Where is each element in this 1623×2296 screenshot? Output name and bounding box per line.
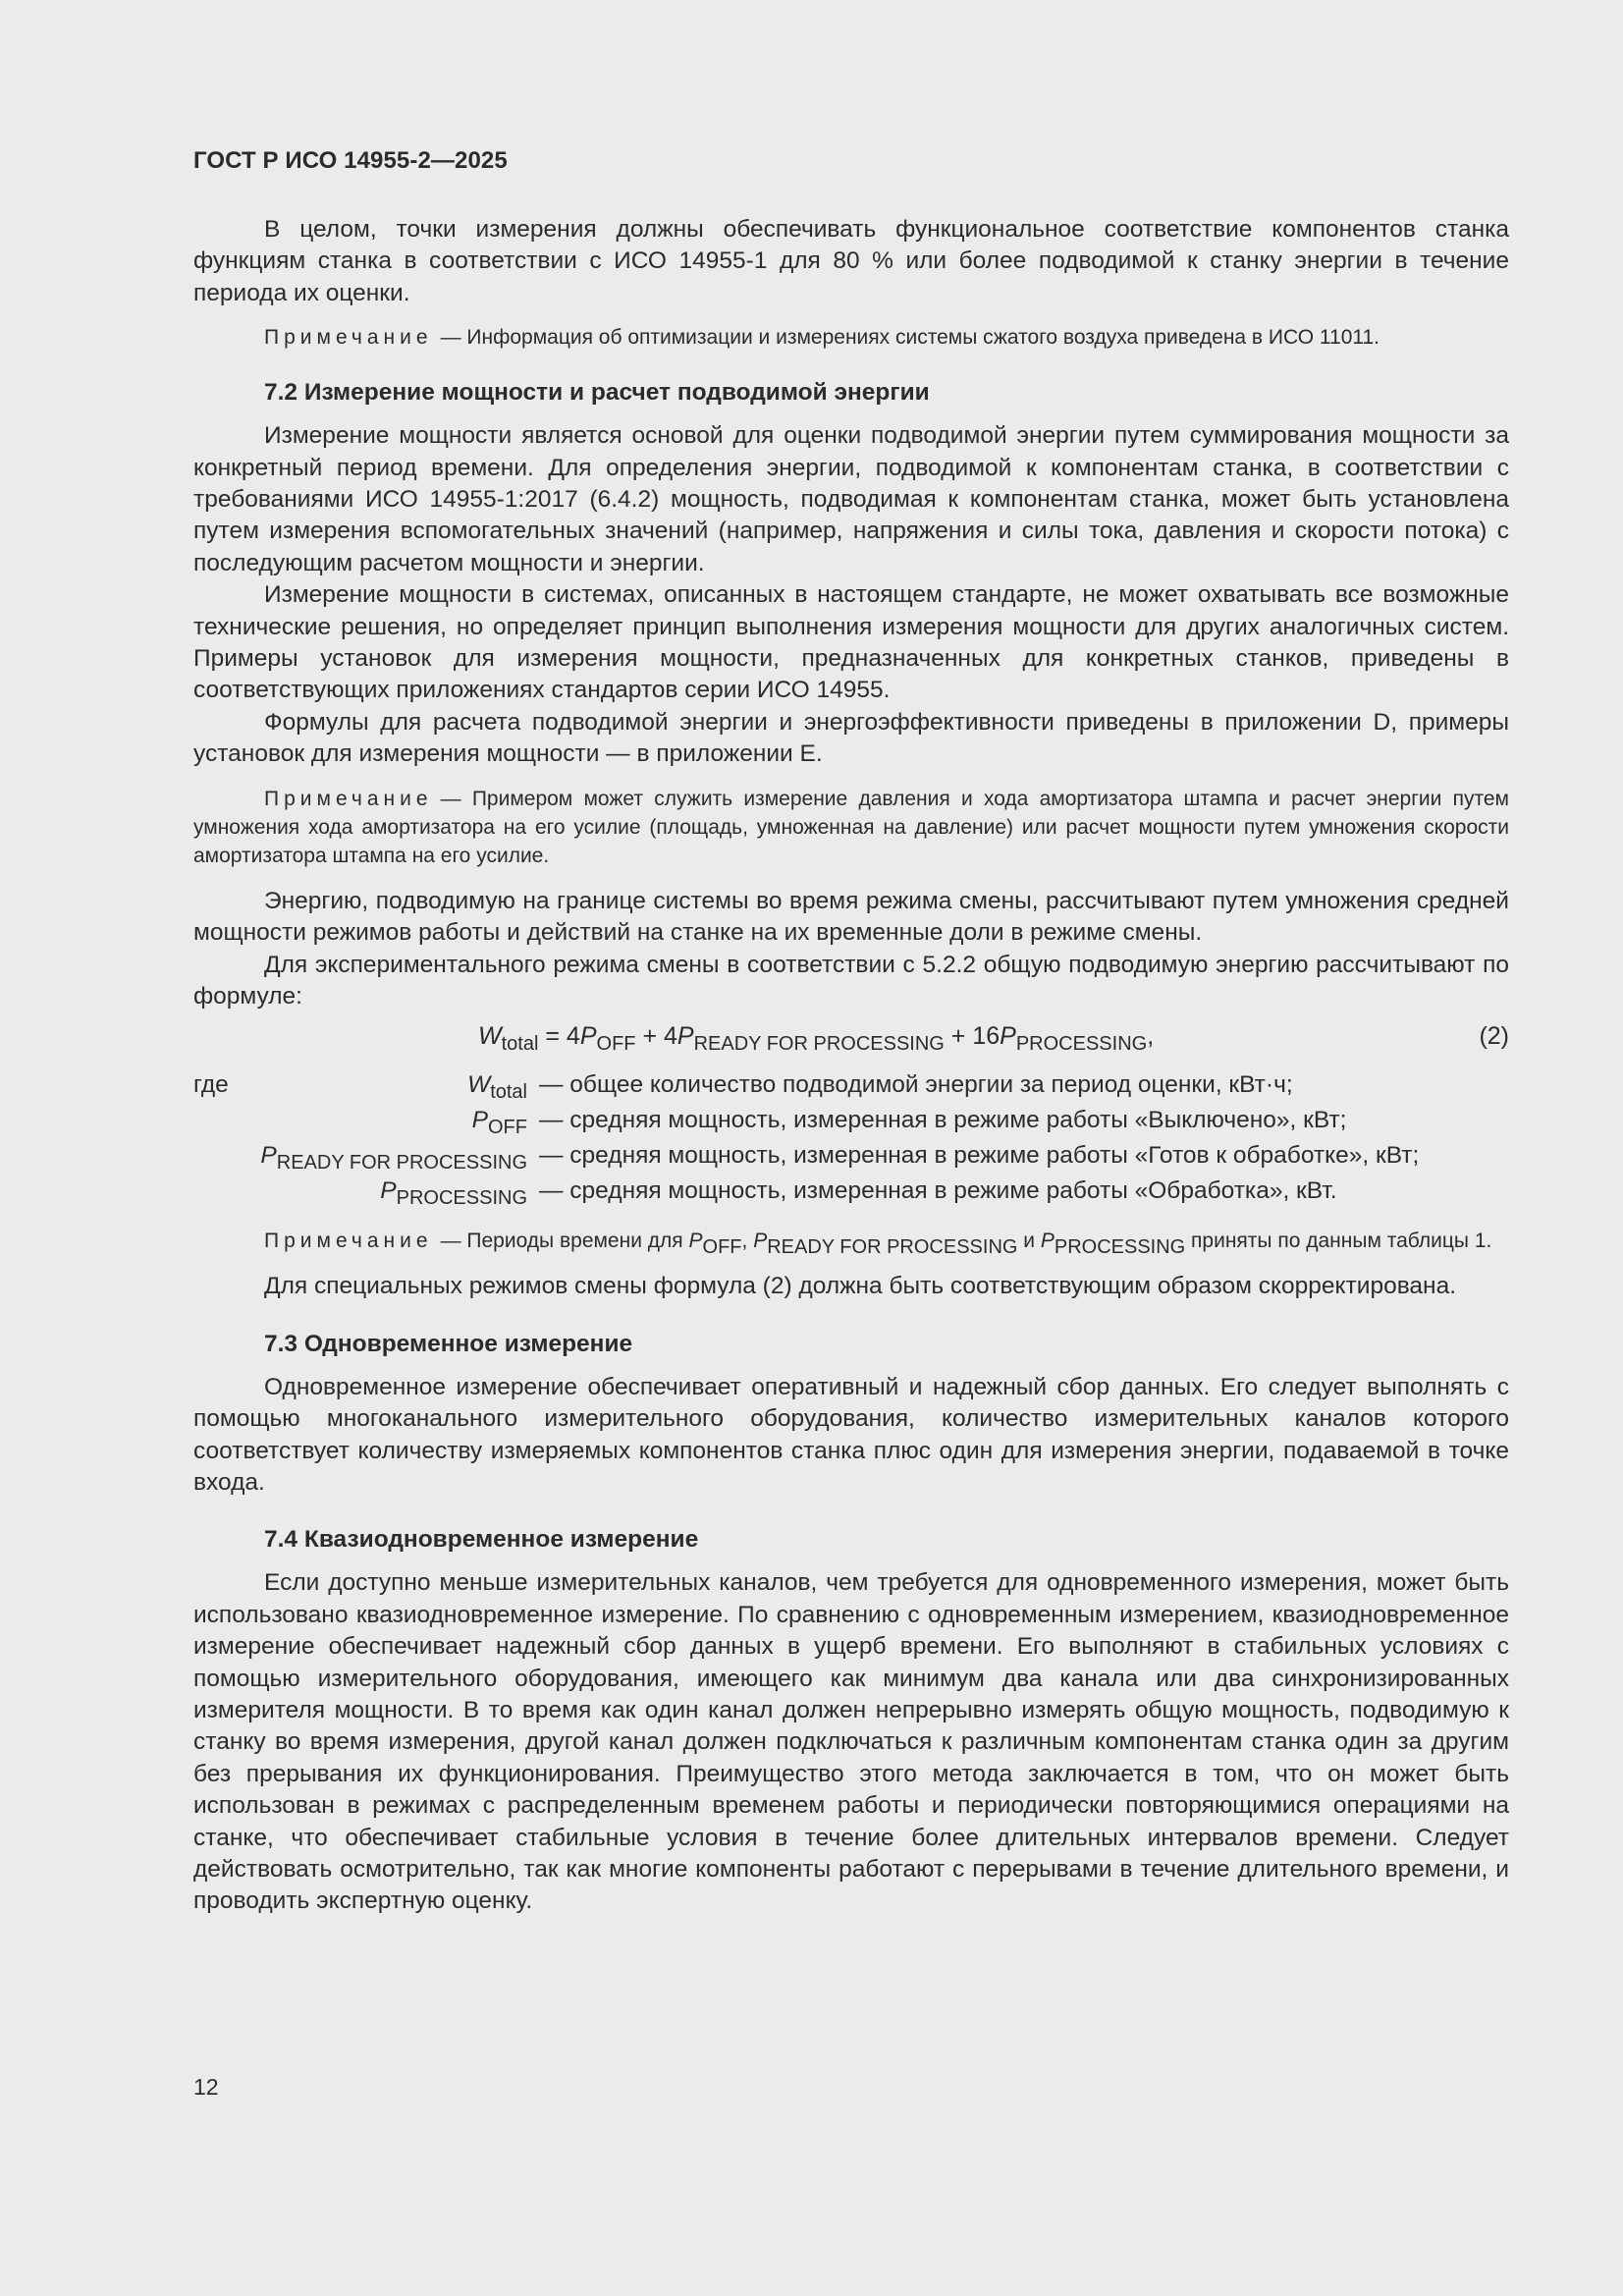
page-number: 12 [193,2074,219,2100]
paragraph-1: В целом, точки измерения должны обеспечивать функциональное соответствие компонентов станка функциям станка в соответствии с ИСО 14955-1 для 80 % или более подводимой к станку энергии в течение периода их оценки. [193,216,1509,306]
note-3: Примечание — Периоды времени для $P_{OFF}$, $P_{READY FOR PROCESSING}$ и $P_{PROCESSING}$ приняты по данным таблицы 1. [264,1230,1492,1259]
document-page [193,147,1509,1918]
legend-row [193,1142,1509,1177]
legend-row [193,1107,1509,1142]
note-label: Примечание [264,1230,433,1253]
note-2: Примечание — Примером может служить измерение давления и хода амортизатора штампа и расчет энергии путем умножения хода амортизатора на его усилие (площадь, умноженная на давление) или расчет мощности путем умножения скорости амортизатора штампа на его усилие. [193,787,1509,867]
note-label: Примечание [264,326,433,350]
note-label: Примечание [264,787,433,810]
paragraph-8: Одновременное измерение обеспечивает оперативный и надежный сбор данных. Его следует выполнять с помощью многоканального измерительного оборудования, количество измерительных каналов которого соответствует количеству измеряемых компонентов станка плюс один для измерения энергии, подаваемой в точке входа. [193,1373,1509,1496]
formula-legend [193,1071,1509,1213]
paragraph-6: Для экспериментального режима смены в соответствии с 5.2.2 общую подводимую энергию рассчитывают по формуле: [193,951,1509,1010]
paragraph-4: Формулы для расчета подводимой энергии и энергоэффективности приведены в приложении D, примеры установок для измерения мощности — в приложении Е. [193,708,1509,768]
paragraph-9: Если доступно меньше измерительных каналов, чем требуется для одновременного измерения, может быть использовано квазиодновременное измерение. По сравнению с одновременным измерением, квазиодновременное измерение обеспечивает надежный сбор данных в ущерб времени. Его выполняют в стабильных условиях с помощью измерительного оборудования, имеющего как минимум два канала или два синхронизированных измерителя мощности. В то время как один канал должен непрерывно измерять общую мощность, подводимую к станку во время измерения, другой канал должен подключаться к различным компонентам станка один за другим без прерывания их функционирования. Преимущество этого метода заключается в том, что он может быть использован в режимах с распределенным временем работы и периодически повторяющимися операциями на станке, что обеспечивает стабильные условия в течение более длительных интервалов времени. Следует действовать осмотрительно, так как многие компоненты работают с перерывами в течение длительного времени, и проводить экспертную оценку. [193,1569,1509,1915]
where-word: где [193,1071,229,1099]
legend-description: — средняя мощность, измеренная в режиме работы «Обработка», кВт. [539,1177,1337,1205]
section-heading-7-4: 7.4 Квазиодновременное измерение [264,1526,699,1554]
formula-expression: $W_{total} = 4P_{OFF} + 4P_{READY FOR PROCESSING} + 16P_{PROCESSING}$, [478,1022,1155,1056]
section-heading-7-2: 7.2 Измерение мощности и расчет подводимой энергии [264,379,930,407]
legend-symbol: $W_{total}$ [467,1071,527,1104]
paragraph-5: Энергию, подводимую на границе системы во время режима смены, рассчитывают путем умножения средней мощности режимов работы и действий на станке на их временные доли в режиме смены. [193,887,1509,947]
legend-row [193,1177,1509,1213]
legend-symbol: $P_{OFF}$ [471,1107,527,1139]
paragraph-7: Для специальных режимов смены формула (2) должна быть соответствующим образом скорректирована. [264,1273,1457,1300]
paragraph-2: Измерение мощности является основой для оценки подводимой энергии путем суммирования мощности за конкретный период времени. Для определения энергии, подводимой к компонентам станка, в соответствии с требованиями ИСО 14955-1:2017 (6.4.2) мощность, подводимая к компонентам станка, может быть установлена путем измерения вспомогательных значений (например, напряжения и силы тока, давления и скорости потока) с последующим расчетом мощности и энергии. [193,422,1509,576]
document-header: ГОСТ Р ИСО 14955-2—2025 [193,147,508,174]
section-heading-7-3: 7.3 Одновременное измерение [264,1330,633,1357]
legend-description: — средняя мощность, измеренная в режиме работы «Готов к обработке», кВт; [539,1142,1420,1170]
legend-symbol: $P_{READY FOR PROCESSING}$ [260,1142,527,1175]
formula-2 [193,1012,1509,1071]
legend-symbol: $P_{PROCESSING}$ [380,1177,527,1210]
paragraph-3: Измерение мощности в системах, описанных в настоящем стандарте, не может охватывать все возможные технические решения, но определяет принцип выполнения измерения мощности для других аналогичных систем. Примеры установок для измерения мощности, предназначенных для конкретных станков, приведены в соответствующих приложениях стандартов серии ИСО 14955. [193,581,1509,704]
legend-row [193,1071,1509,1107]
formula-number: (2) [1479,1022,1509,1051]
legend-description: — общее количество подводимой энергии за период оценки, кВт·ч; [539,1071,1293,1099]
note-1: Примечание — Информация об оптимизации и измерениях системы сжатого воздуха приведена в ИСО 11011. [264,326,1380,350]
legend-description: — средняя мощность, измеренная в режиме работы «Выключено», кВт; [539,1107,1347,1134]
